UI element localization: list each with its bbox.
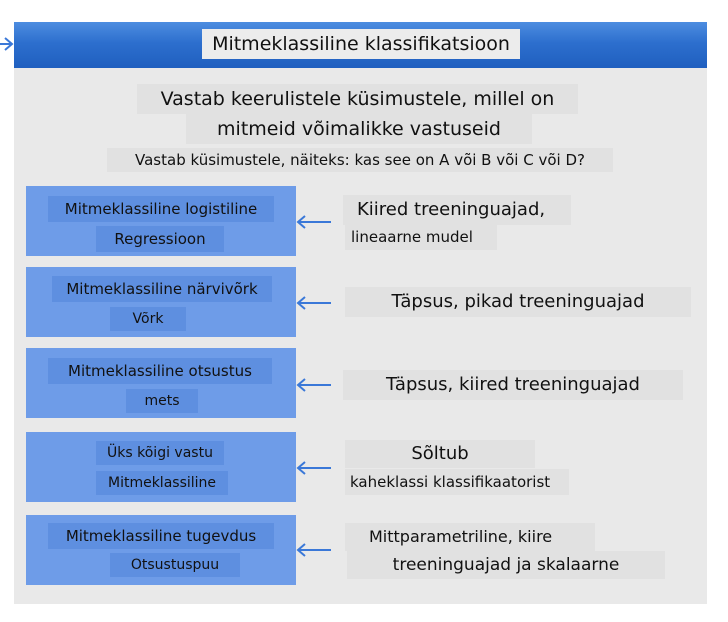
method-name-line-2: Regressioon	[96, 226, 224, 252]
intro-line-2: mitmeid võimalikke vastuseid	[186, 114, 532, 144]
intro-line-1: Vastab keerulistele küsimustele, millel on	[137, 84, 578, 114]
intro-line-3: Vastab küsimustele, näiteks: kas see on A või B või C või D?	[107, 148, 613, 172]
method-name-line-2: Mitmeklassiline	[96, 471, 228, 495]
method-name-line-1: Mitmeklassiline närvivõrk	[52, 276, 272, 302]
method-name-line-2: mets	[126, 389, 198, 413]
method-desc-line-1: Sõltub	[345, 440, 535, 468]
method-name-line-2: Võrk	[110, 307, 186, 331]
method-name-line-1: Mitmeklassiline otsustus	[48, 358, 272, 384]
method-desc-line-1: Täpsus, pikad treeninguajad	[345, 287, 691, 317]
method-name-line-1: Mitmeklassiline tugevdus	[48, 523, 274, 549]
method-name-line-2: Otsustuspuu	[110, 553, 240, 577]
method-desc-line-1: Mittparametriline, kiire	[345, 523, 595, 551]
method-name-line-1: Mitmeklassiline logistiline	[48, 196, 274, 222]
method-desc-line-2: lineaarne mudel	[345, 225, 497, 250]
left-arrow-icon	[296, 377, 332, 393]
left-arrow-icon	[296, 214, 332, 230]
diagram-title: Mitmeklassiline klassifikatsioon	[202, 29, 520, 59]
method-desc-line-2: treeninguajad ja skalaarne	[347, 551, 665, 579]
method-desc-line-1: Kiired treeninguajad,	[343, 195, 571, 225]
left-arrow-icon	[296, 542, 332, 558]
method-desc-line-2: kaheklassi klassifikaatorist	[345, 469, 569, 495]
method-name-line-1: Üks kõigi vastu	[96, 441, 224, 465]
method-desc-line-1: Täpsus, kiired treeninguajad	[343, 370, 683, 400]
entry-arrow-icon	[0, 36, 14, 52]
left-arrow-icon	[296, 295, 332, 311]
left-arrow-icon	[296, 460, 332, 476]
